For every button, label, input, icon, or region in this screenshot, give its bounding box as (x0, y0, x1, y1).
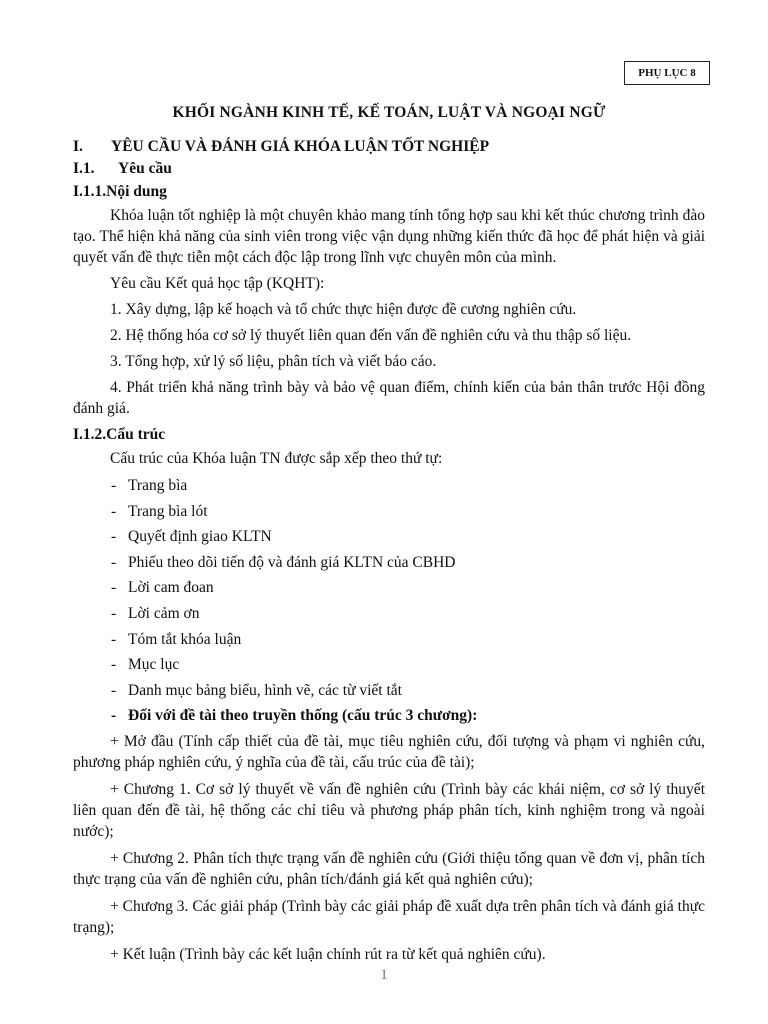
section-heading-1-1 (73, 158, 705, 179)
traditional-heading: Đối với đề tài theo truyền thống (cấu trúc 3 chương): (128, 707, 478, 725)
appendix-label: PHỤ LỤC 8 (624, 61, 710, 85)
section-title: YÊU CẦU VÀ ĐÁNH GIÁ KHÓA LUẬN TỐT NGHIỆP (111, 138, 490, 155)
list-item (73, 603, 705, 624)
section-title: Yêu cầu (118, 160, 172, 177)
dash-bullet: - (111, 502, 117, 520)
chapter-item: + Chương 2. Phân tích thực trạng vấn đề nghiên cứu (Giới thiệu tổng quan về đơn vị, phân tích thực trạng của vấn đề nghiên cứu, phân tích/đánh giá kết quả nghiên cứu); (73, 849, 705, 888)
structure-intro: Cấu trúc của Khóa luận TN được sắp xếp theo thứ tự: (110, 450, 443, 467)
intro-paragraph: Khóa luận tốt nghiệp là một chuyên khảo mang tính tổng hợp sau khi kết thúc chương trình đào tạo. Thể hiện khả năng của sinh viên trong việc vận dụng những kiến thức đã học để phát hiện và giải quyết vấn đề thực tiễn một cách độc lập trong lĩnh vực chuyên môn của mình. (73, 207, 705, 266)
list-item-text: Trang bìa lót (128, 502, 208, 520)
dash-bullet: - (111, 477, 117, 494)
list-item (73, 629, 705, 650)
list-item-text: Danh mục bảng biểu, hình vẽ, các từ viết tắt (128, 681, 402, 699)
list-item-text: Trang bìa (128, 477, 188, 494)
dash-bullet: - (111, 630, 117, 648)
chapter-item: + Chương 1. Cơ sở lý thuyết về vấn đề nghiên cứu (Trình bày các khái niệm, cơ sở lý thuyết liên quan đến đề tài, hệ thống các chỉ tiêu và phương pháp phân tích, kinh nghiệm trong và ngoài nước); (73, 780, 705, 840)
document-title: KHỐI NGÀNH KINH TẾ, KẾ TOÁN, LUẬT VÀ NGOẠI NGỮ (172, 104, 606, 121)
list-item (73, 501, 705, 522)
page-number: 1 (380, 967, 388, 983)
list-item (73, 475, 705, 496)
kqht-item: 4. Phát triển khả năng trình bày và bảo vệ quan điểm, chính kiến của bản thân trước Hội đồng đánh giá. (73, 379, 705, 417)
list-item (73, 680, 705, 701)
dash-bullet: - (111, 656, 117, 674)
chapter-item: + Mở đầu (Tính cấp thiết của đề tài, mục tiêu nghiên cứu, đối tượng và phạm vi nghiên cứu, phương pháp nghiên cứu, ý nghĩa của đề tài, cấu trúc của đề tài); (73, 732, 705, 771)
dash-bullet: - (111, 579, 117, 597)
chapter-item: + Chương 3. Các giải pháp (Trình bày các giải pháp đề xuất dựa trên phân tích và đánh giá thực trạng); (73, 897, 705, 936)
kqht-item: 3. Tổng hợp, xử lý số liệu, phân tích và viết báo cáo. (110, 353, 437, 370)
list-item (73, 577, 705, 598)
list-item-text: Mục lục (128, 656, 180, 674)
dash-bullet: - (111, 604, 117, 622)
document-page (73, 100, 705, 971)
dash-bullet: - (111, 528, 117, 546)
section-heading-1-1-2: I.1.2.Cấu trúc (73, 426, 166, 443)
dash-bullet: - (111, 681, 117, 699)
kqht-item: 2. Hệ thống hóa cơ sở lý thuyết liên quan đến vấn đề nghiên cứu và thu thập số liệu. (110, 327, 632, 344)
section-number: I.1. (73, 160, 95, 177)
dash-bullet: - (111, 707, 117, 725)
list-item-text: Tóm tắt khóa luận (128, 630, 242, 648)
list-item-text: Quyết định giao KLTN (128, 528, 272, 546)
list-item-text: Lời cam đoan (128, 579, 214, 597)
chapter-item: + Kết luận (Trình bày các kết luận chính rút ra từ kết quả nghiên cứu). (110, 945, 546, 963)
section-number: I. (73, 138, 83, 155)
list-item-text: Phiếu theo dõi tiến độ và đánh giá KLTN của CBHD (128, 553, 456, 571)
kqht-item: 1. Xây dựng, lập kế hoạch và tổ chức thực hiện được đề cương nghiên cứu. (110, 301, 577, 318)
list-item (73, 654, 705, 675)
dash-bullet: - (111, 553, 117, 571)
kqht-intro: Yêu cầu Kết quả học tập (KQHT): (110, 275, 325, 292)
list-item-traditional (73, 705, 705, 726)
section-heading-1-1-1: I.1.1.Nội dung (73, 183, 167, 200)
section-heading-1 (73, 136, 705, 157)
list-item-text: Lời cảm ơn (128, 604, 200, 622)
list-item (73, 552, 705, 573)
list-item (73, 526, 705, 547)
